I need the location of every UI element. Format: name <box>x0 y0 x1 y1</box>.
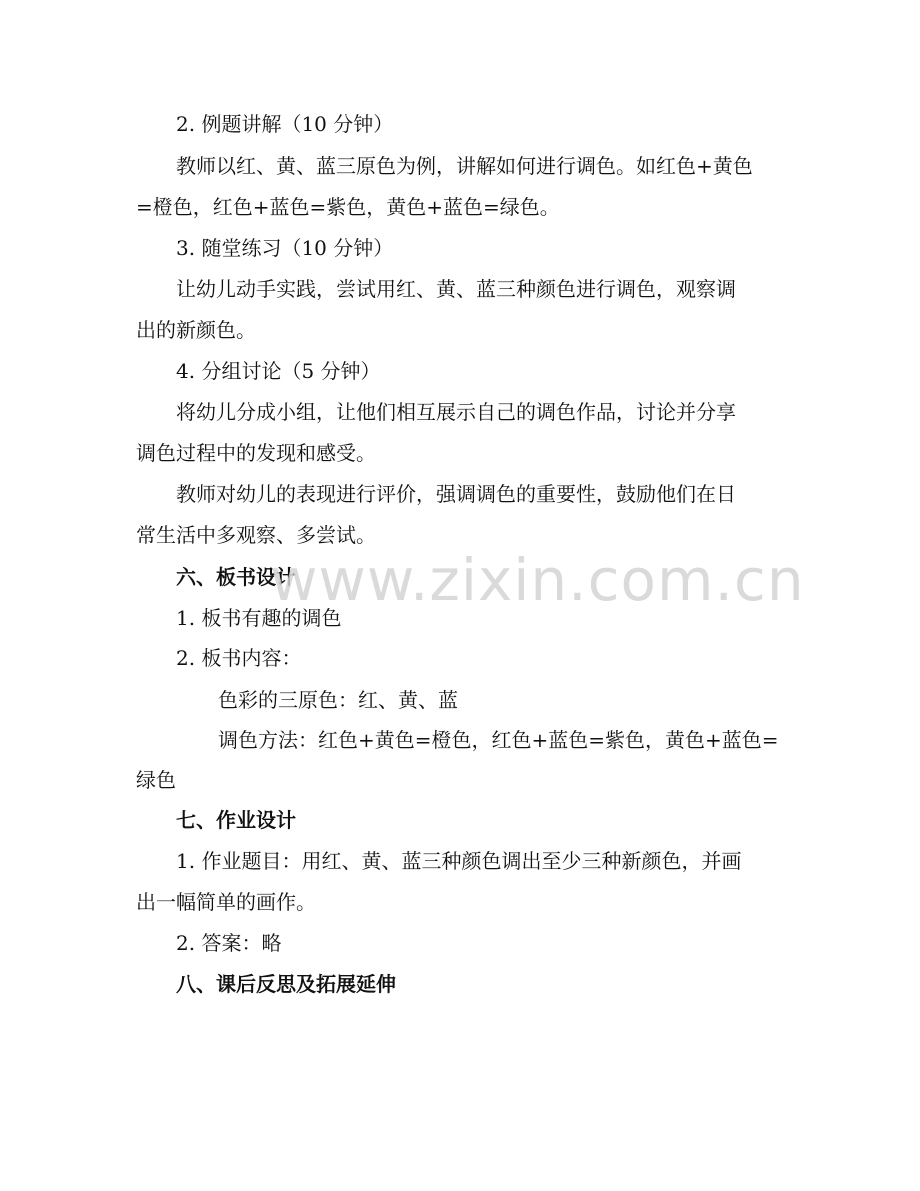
paragraph-line: 常生活中多观察、多尝试。 <box>136 523 376 547</box>
paragraph-line: 让幼儿动手实践，尝试用红、黄、蓝三种颜色进行调色，观察调 <box>176 277 736 301</box>
section-item-practice: 3. 随堂练习（10 分钟） <box>176 236 394 260</box>
list-item: 2. 板书内容： <box>176 646 302 670</box>
paragraph-line: 调色过程中的发现和感受。 <box>136 441 376 465</box>
list-item: 2. 答案：略 <box>176 931 282 955</box>
paragraph-line: 出一幅简单的画作。 <box>136 890 316 914</box>
section-heading-board-design: 六、板书设计 <box>176 565 296 589</box>
list-item: 1. 板书有趣的调色 <box>176 606 342 630</box>
paragraph-line: 出的新颜色。 <box>136 318 256 342</box>
paragraph-line: 教师对幼儿的表现进行评价，强调调色的重要性，鼓励他们在日 <box>176 482 736 506</box>
board-content-line: 色彩的三原色：红、黄、蓝 <box>218 688 458 712</box>
board-content-line: 绿色 <box>136 768 176 792</box>
board-content-line: 调色方法：红色+黄色=橙色，红色+蓝色=紫色，黄色+蓝色= <box>218 728 779 752</box>
section-item-group-discussion: 4. 分组讨论（5 分钟） <box>176 359 381 383</box>
section-item-example-explanation: 2. 例题讲解（10 分钟） <box>176 112 394 136</box>
section-heading-reflection: 八、课后反思及拓展延伸 <box>176 972 396 996</box>
paragraph-line: 将幼儿分成小组，让他们相互展示自己的调色作品，讨论并分享 <box>176 400 736 424</box>
watermark: www.zixin.com.cn <box>270 546 805 614</box>
paragraph-line: =橙色，红色+蓝色=紫色，黄色+蓝色=绿色。 <box>136 195 560 219</box>
list-item: 1. 作业题目：用红、黄、蓝三种颜色调出至少三种新颜色，并画 <box>176 849 742 873</box>
paragraph-line: 教师以红、黄、蓝三原色为例，讲解如何进行调色。如红色+黄色 <box>176 154 753 178</box>
section-heading-homework-design: 七、作业设计 <box>176 808 296 832</box>
